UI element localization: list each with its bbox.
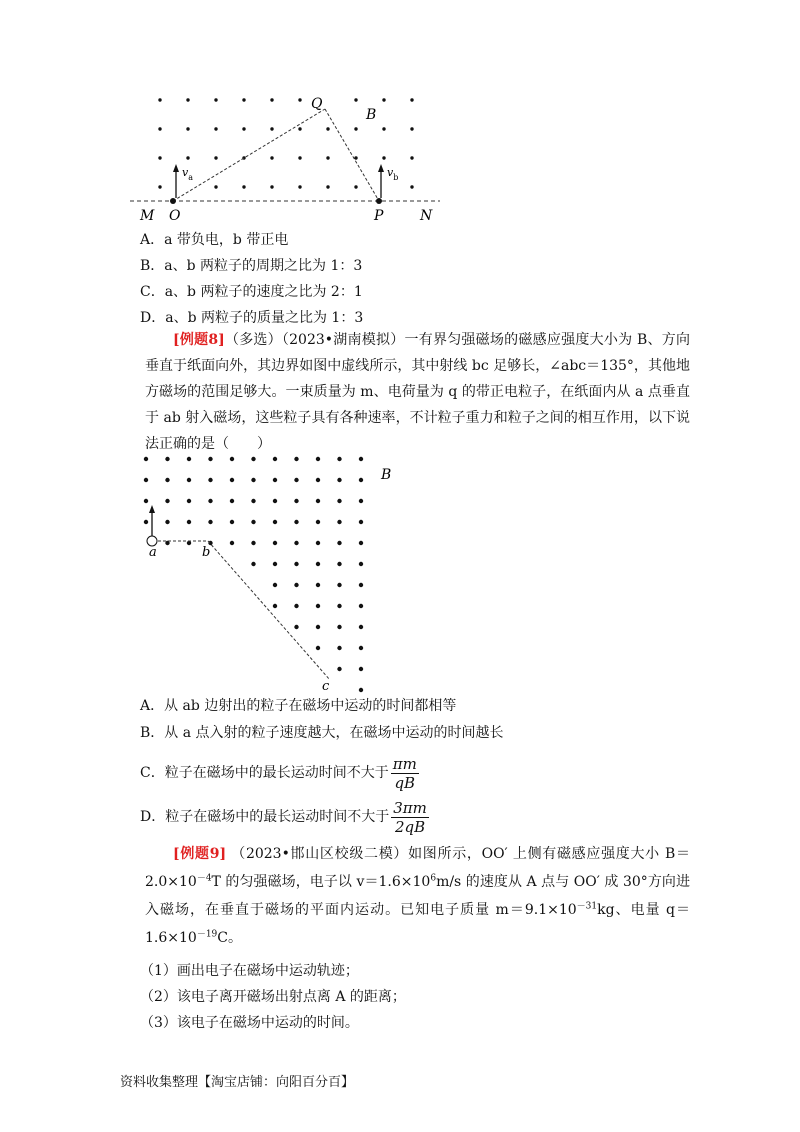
field-dot [316, 457, 320, 461]
field-dot [251, 541, 255, 545]
field-dot [158, 185, 161, 188]
field-dot [230, 499, 234, 503]
field-dot [337, 583, 341, 587]
field-dot [410, 156, 413, 159]
field-dot [251, 520, 255, 524]
field-dot [337, 667, 341, 671]
field-dot [410, 185, 413, 188]
q9-sub3: （3）该电子在磁场中运动的时间。 [140, 1015, 359, 1031]
field-dot [326, 127, 329, 130]
field-dot [316, 583, 320, 587]
field-dot [186, 127, 189, 130]
field-dot [316, 604, 320, 608]
field-dot [214, 185, 217, 188]
field-dot [359, 583, 363, 587]
field-dot [230, 541, 234, 545]
field-dot [382, 127, 385, 130]
field-dot [273, 604, 277, 608]
field-dot [294, 520, 298, 524]
q8-stem [145, 327, 690, 457]
field-dot [382, 156, 385, 159]
velocity-arrowhead [149, 505, 155, 513]
field-dot [273, 520, 277, 524]
field-dot [294, 583, 298, 587]
field-dot [294, 457, 298, 461]
field-dot [326, 185, 329, 188]
field-dot [187, 499, 191, 503]
field-dot [230, 478, 234, 482]
field-dot [251, 457, 255, 461]
field-dot [242, 98, 245, 101]
field-dot [158, 127, 161, 130]
label-va: $v_a$ [182, 166, 193, 182]
footer: 资料收集整理【淘宝店铺：向阳百分百】 [120, 1075, 355, 1090]
point-P [376, 198, 382, 204]
label-a: a [149, 545, 157, 560]
q7-option-a: A．a 带负电，b 带正电 [140, 232, 289, 248]
field-dot [298, 156, 301, 159]
field-dot [214, 156, 217, 159]
field-dot [294, 562, 298, 566]
field-dot [144, 520, 148, 524]
field-dot [337, 625, 341, 629]
trajectory-OQ [173, 109, 325, 201]
field-dot [158, 156, 161, 159]
field-dot [326, 156, 329, 159]
field-dot [354, 98, 357, 101]
q9-tag: [例题9] [173, 846, 227, 862]
field-dot [273, 541, 277, 545]
figure-magnetic-field-1 [130, 88, 450, 228]
field-dot [359, 478, 363, 482]
field-dot [359, 625, 363, 629]
label-b: b [202, 545, 211, 560]
field-dot [294, 541, 298, 545]
field-dot [165, 520, 169, 524]
field-dot [359, 499, 363, 503]
field-dot [208, 457, 212, 461]
field-dot [359, 688, 363, 692]
field-dot [214, 98, 217, 101]
field-dot [158, 98, 161, 101]
field-dot [165, 457, 169, 461]
field-dot [294, 478, 298, 482]
field-dot [144, 499, 148, 503]
fraction-d: $\frac{3\pi m}{2qB}$ [393, 798, 427, 836]
label-Q: Q [311, 96, 323, 112]
field-dot [337, 478, 341, 482]
field-dot [354, 185, 357, 188]
point-O [170, 198, 176, 204]
field-dot [230, 457, 234, 461]
field-dot [270, 98, 273, 101]
label-M: M [140, 208, 155, 224]
field-dot [359, 646, 363, 650]
q7-option-b: B．a、b 两粒子的周期之比为 1：3 [140, 258, 363, 274]
field-dot [273, 499, 277, 503]
field-dot [359, 520, 363, 524]
field-dot [214, 127, 217, 130]
field-dot [410, 98, 413, 101]
field-dot [273, 562, 277, 566]
field-dot [270, 127, 273, 130]
q7-option-c: C．a、b 两粒子的速度之比为 2：1 [140, 284, 363, 300]
field-dot [359, 457, 363, 461]
field-dot [354, 156, 357, 159]
field-dot [144, 457, 148, 461]
q8-text: （多选）（2023•湖南模拟）一有界匀强磁场的磁感应强度大小为 B、方向垂直于纸面向外，其边界如图中虚线所示，其中射线 bc 足够长，∠abc＝135°，其他地方磁场的范围足够大。一束质量为 m、电荷量为 q 的带正电粒子，在纸面内从 a 点垂直于 ab 射入磁场，这些粒子具有各种速率，不计粒子重力和粒子之间的相互作用，以下说法正确的是（ ） [145, 332, 690, 452]
q8-option-a: A．从 ab 边射出的粒子在磁场中运动的时间都相等 [140, 698, 457, 714]
field-dot [165, 499, 169, 503]
label-B: B [366, 107, 377, 123]
field-dot [294, 604, 298, 608]
field-dot [359, 562, 363, 566]
field-dot [316, 478, 320, 482]
field-dot [270, 156, 273, 159]
field-dot [337, 646, 341, 650]
label-vb: $v_b$ [387, 166, 399, 182]
field-dot [337, 604, 341, 608]
q9-stem: [例题9] （2023•邯山区校级二模）如图所示，OO′ 上侧有磁感应强度大小 $B=2.0\times 10^{-4}T$ 的匀强磁场，电子以 $v=1.6\times 10^6m/s$ 的速度从 A 点与 OO′ 成 30°方向进入磁场，在垂直于磁场的平面内运动。已知电子质量 $m=9.1\times 10^{-31}kg$、电量 $q=1.6\times 10^{-19}C$。 [145, 846, 690, 946]
label-B: B [381, 467, 392, 483]
q8-option-d: D．粒子在磁场中的最长运动时间不大于 $\frac{3\pi m}{2qB}$ [140, 798, 427, 836]
field-dot [208, 520, 212, 524]
q8-tag: [例题8] [173, 332, 225, 348]
field-dot [208, 499, 212, 503]
q7-option-d: D．a、b 两粒子的质量之比为 1：3 [140, 310, 364, 326]
field-dot [382, 98, 385, 101]
field-dot [186, 156, 189, 159]
field-dot [165, 478, 169, 482]
field-dot [359, 604, 363, 608]
field-dot [298, 98, 301, 101]
q8-option-b: B．从 a 点入射的粒子速度越大，在磁场中运动的时间越长 [140, 725, 504, 741]
boundary-bc [208, 541, 330, 680]
field-dot [186, 98, 189, 101]
field-dot [337, 499, 341, 503]
field-dot [354, 127, 357, 130]
field-dot [316, 562, 320, 566]
field-dot [359, 667, 363, 671]
field-dot [410, 127, 413, 130]
q9-sub2: （2）该电子离开磁场出射点离 A 的距离； [140, 989, 406, 1005]
field-dot [337, 520, 341, 524]
field-dot [273, 457, 277, 461]
q8-option-c: C．粒子在磁场中的最长运动时间不大于 $\frac{\pi m}{qB}$ [140, 754, 417, 792]
velocity-a-arrowhead [173, 164, 179, 172]
field-dot [144, 478, 148, 482]
label-O: O [169, 208, 181, 224]
label-c: c [322, 679, 330, 694]
velocity-b-arrowhead [378, 164, 384, 172]
field-dot [359, 541, 363, 545]
field-dot [251, 562, 255, 566]
field-dot [251, 499, 255, 503]
field-dot [270, 185, 273, 188]
field-dot [337, 541, 341, 545]
field-dot [273, 583, 277, 587]
field-dots [144, 457, 363, 692]
field-dot [316, 541, 320, 545]
field-dot [294, 625, 298, 629]
field-dot [316, 499, 320, 503]
field-dot [273, 478, 277, 482]
field-dot [337, 457, 341, 461]
field-dot [337, 562, 341, 566]
field-dot [316, 625, 320, 629]
field-dot [208, 478, 212, 482]
field-dot [242, 185, 245, 188]
field-dot [294, 499, 298, 503]
field-dot [230, 520, 234, 524]
field-dot [298, 127, 301, 130]
q9-sub1: （1）画出电子在磁场中运动轨迹； [140, 963, 359, 979]
field-dot [316, 520, 320, 524]
field-dot [242, 127, 245, 130]
field-dot [316, 646, 320, 650]
field-dot [187, 520, 191, 524]
field-dot [298, 185, 301, 188]
field-dot [187, 478, 191, 482]
field-dot [251, 478, 255, 482]
label-P: P [374, 208, 384, 224]
field-dot [187, 457, 191, 461]
fraction-c: $\frac{\pi m}{qB}$ [392, 754, 417, 792]
figure-magnetic-field-2 [130, 450, 430, 695]
label-N: N [420, 208, 433, 224]
